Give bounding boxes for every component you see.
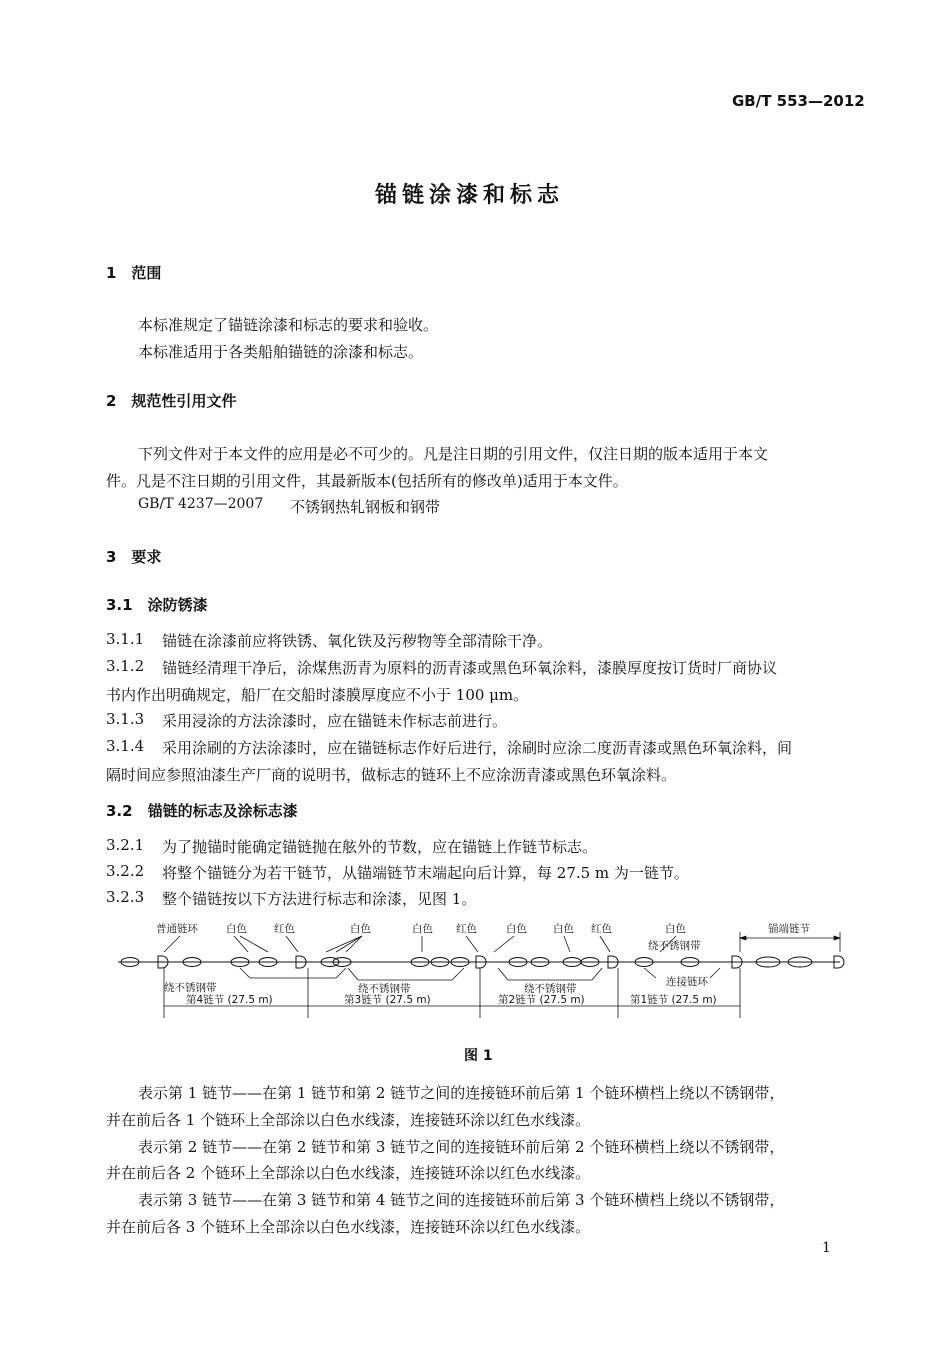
item-3-2-2-text: 将整个锚链分为若干链节，从锚端链节末端起向后计算，每 27.5 m 为一链节。: [162, 864, 689, 882]
anchor-chain-diagram: [100, 918, 860, 1028]
label-stainless-wrap-3: 绕不锈钢带: [524, 983, 577, 995]
explain-shot-3-line-2: 并在前后各 3 个链环上全部涂以白色水线漆，连接链环涂以红色水线漆。: [106, 1218, 591, 1236]
section-2-para-line-2: 件。凡是不注日期的引用文件，其最新版本(包括所有的修改单)适用于本文件。: [106, 472, 628, 490]
item-3-1-4-line-1: 采用涂刷的方法涂漆时，应在锚链标志作好后进行，涂刷时应涂二度沥青漆或黑色环氧涂料，间: [162, 739, 793, 757]
section-1-para-1: 本标准规定了锚链涂漆和标志的要求和验收。: [138, 316, 439, 334]
label-red-2: 红色: [456, 923, 477, 935]
explain-shot-3-line-1: 表示第 3 链节——在第 3 链节和第 4 链节之间的连接链环前后第 3 个链环横档上绕以不锈钢带，: [138, 1191, 785, 1209]
item-3-1-2-line-2: 书内作出明确规定，船厂在交船时漆膜厚度应不小于 100 μm。: [106, 686, 529, 704]
standard-number: GB/T 553—2012: [732, 92, 865, 110]
label-stainless-wrap-2: 绕不锈钢带: [358, 983, 411, 995]
section-1-heading: 1 范围: [106, 264, 162, 282]
item-3-1-1-number: 3.1.1: [106, 630, 145, 648]
explain-shot-2-line-2: 并在前后各 2 个链环上全部涂以白色水线漆，连接链环涂以红色水线漆。: [106, 1164, 591, 1182]
label-shot-4: 第4链节 (27.5 m): [186, 994, 273, 1006]
figure-caption: 图 1: [464, 1048, 493, 1064]
section-2-heading: 2 规范性引用文件: [106, 392, 237, 410]
item-3-2-2-number: 3.2.2: [106, 862, 145, 880]
section-3-1-heading: 3.1 涂防锈漆: [106, 596, 208, 614]
label-white-6: 白色: [665, 923, 686, 935]
label-connecting-link: 连接链环: [666, 976, 708, 988]
label-white-1: 白色: [226, 923, 247, 935]
label-stainless-wrap-1: 绕不锈钢带: [164, 982, 217, 994]
label-shot-3: 第3链节 (27.5 m): [344, 994, 431, 1006]
item-3-1-1-text: 锚链在涂漆前应将铁锈、氧化铁及污秽物等全部清除干净。: [162, 632, 553, 650]
reference-title: 不锈钢热轧钢板和钢带: [290, 498, 441, 516]
label-shot-1: 第1链节 (27.5 m): [630, 994, 717, 1006]
section-3-heading: 3 要求: [106, 548, 162, 566]
label-red-3: 红色: [591, 923, 612, 935]
explain-shot-1-line-2: 并在前后各 1 个链环上全部涂以白色水线漆，连接链环涂以红色水线漆。: [106, 1111, 591, 1129]
explain-shot-1-line-1: 表示第 1 链节——在第 1 链节和第 2 链节之间的连接链环前后第 1 个链环横档上绕以不锈钢带，: [138, 1084, 785, 1102]
label-common-link: 普通链环: [156, 923, 198, 935]
reference-code: GB/T 4237—2007: [138, 496, 264, 512]
section-3-2-heading: 3.2 锚链的标志及涂标志漆: [106, 802, 298, 820]
label-white-5: 白色: [553, 923, 574, 935]
label-anchor-end-shot: 锚端链节: [768, 923, 810, 935]
label-red-1: 红色: [274, 923, 295, 935]
page-number: 1: [822, 1240, 831, 1256]
explain-shot-2-line-1: 表示第 2 链节——在第 2 链节和第 3 链节之间的连接链环前后第 2 个链环横档上绕以不锈钢带，: [138, 1138, 785, 1156]
section-1-para-2: 本标准适用于各类船舶锚链的涂漆和标志。: [138, 343, 424, 361]
item-3-1-2-line-1: 锚链经清理干净后，涂煤焦沥青为原料的沥青漆或黑色环氧涂料，漆膜厚度按订货时厂商协议: [162, 659, 778, 677]
label-white-3: 白色: [412, 923, 433, 935]
label-stainless-wrap-top: 绕不锈钢带: [648, 940, 701, 952]
item-3-2-3-text: 整个锚链按以下方法进行标志和涂漆，见图 1。: [162, 890, 477, 908]
item-3-1-2-number: 3.1.2: [106, 657, 145, 675]
item-3-2-1-number: 3.2.1: [106, 836, 145, 854]
item-3-1-4-number: 3.1.4: [106, 737, 145, 755]
item-3-2-3-number: 3.2.3: [106, 888, 145, 906]
item-3-1-4-line-2: 隔时间应参照油漆生产厂商的说明书，做标志的链环上不应涂沥青漆或黑色环氧涂料。: [106, 766, 677, 784]
label-shot-2: 第2链节 (27.5 m): [498, 994, 585, 1006]
item-3-1-3-number: 3.1.3: [106, 710, 145, 728]
item-3-1-3-text: 采用浸涂的方法涂漆时，应在锚链未作标志前进行。: [162, 712, 508, 730]
section-2-para-line-1: 下列文件对于本文件的应用是必不可少的。凡是注日期的引用文件，仅注日期的版本适用于本文: [138, 445, 769, 463]
item-3-2-1-text: 为了抛锚时能确定锚链抛在舷外的节数，应在锚链上作链节标志。: [162, 838, 598, 856]
label-white-4: 白色: [506, 923, 527, 935]
label-white-2: 白色: [350, 923, 371, 935]
document-title: 锚链涂漆和标志: [375, 183, 565, 208]
